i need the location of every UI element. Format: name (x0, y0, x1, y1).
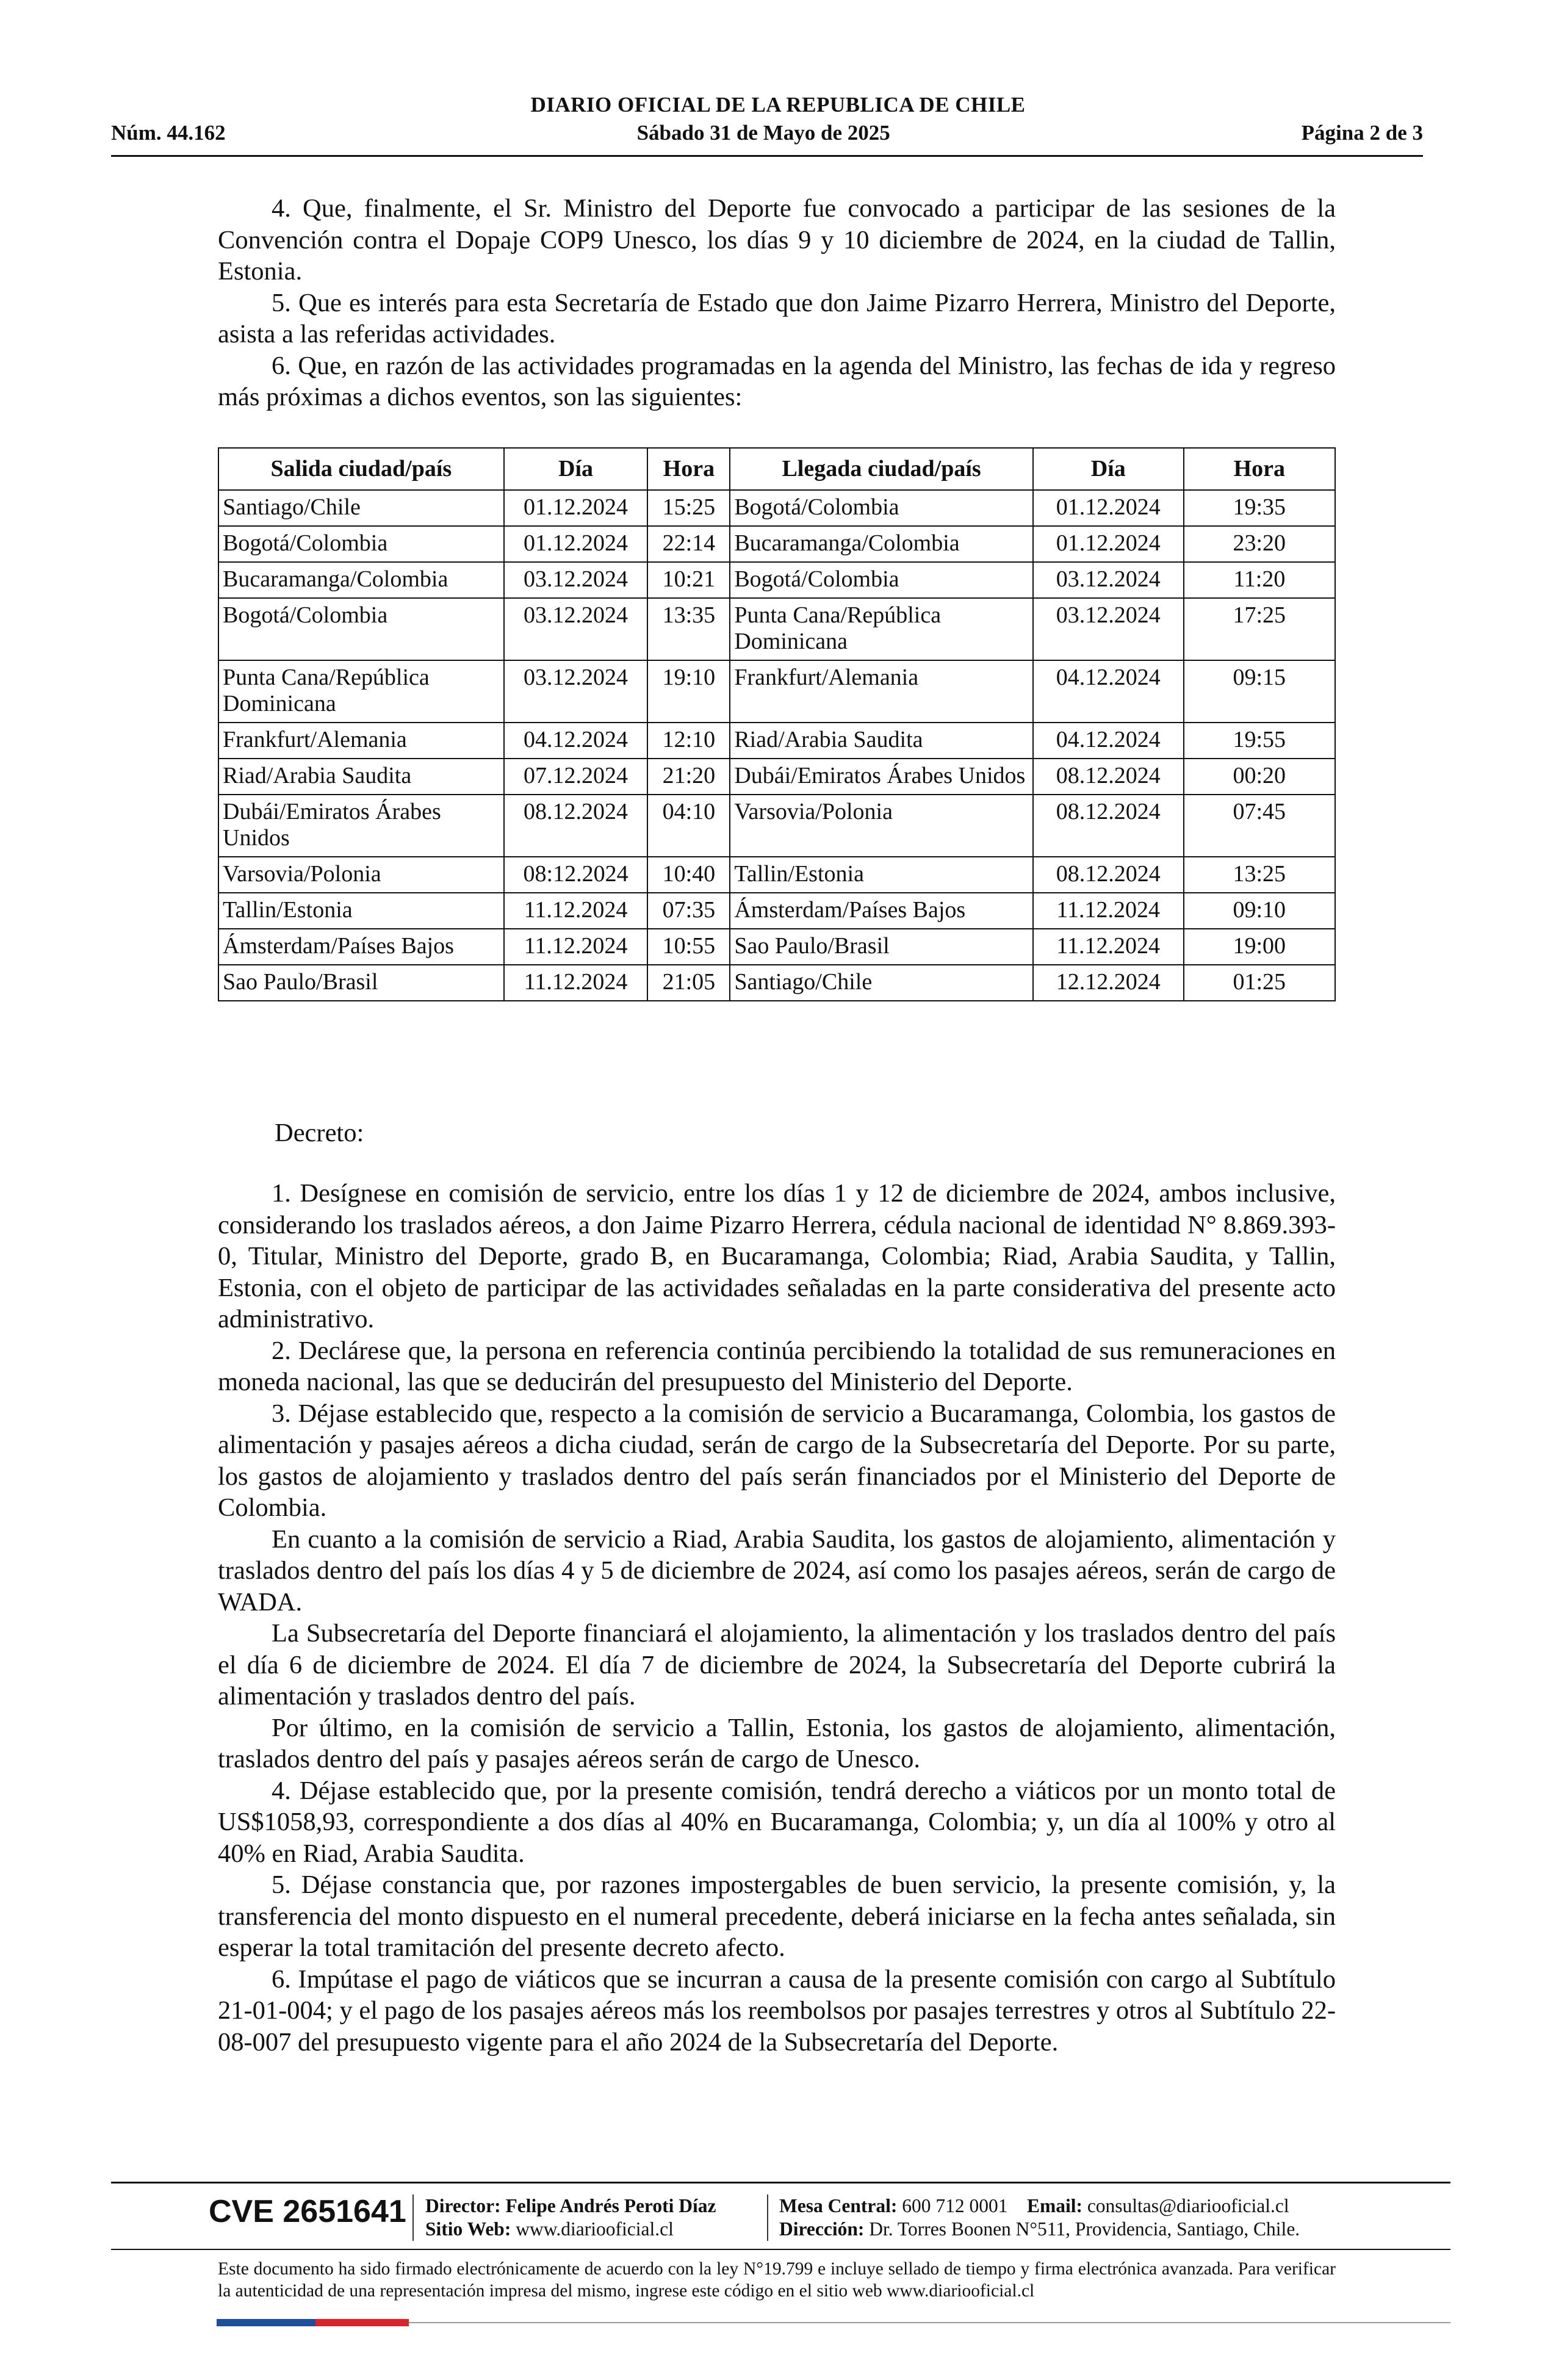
cell-arrival-time: 23:20 (1184, 526, 1335, 562)
cell-departure-time: 10:55 (647, 929, 730, 965)
cell-arrival-day: 08.12.2024 (1033, 857, 1184, 893)
web-label: Sitio Web: (425, 2218, 511, 2240)
cell-departure-city: Bucaramanga/Colombia (218, 562, 504, 598)
footer-separator (767, 2194, 768, 2241)
cell-departure-city: Punta Cana/República Dominicana (218, 660, 504, 723)
cell-departure-time: 21:20 (647, 759, 730, 795)
decreto-item-6: 6. Impútase el pago de viáticos que se incurran a causa de la presente comisión con cargo al Subtítulo 21-01-004; y el pago de los pasajes aéreos más los reembolsos por pasajes terrestres y otros al Subtítulo 22-08-007 del presupuesto vigente para el año 2024 de la Subsecretaría del Deporte. (218, 1964, 1336, 2057)
email-label: Email: (1026, 2195, 1082, 2216)
cell-arrival-time: 19:55 (1184, 723, 1335, 759)
cell-departure-time: 21:05 (647, 965, 730, 1001)
cell-arrival-city: Santiago/Chile (730, 965, 1033, 1001)
cell-departure-day: 11.12.2024 (504, 965, 648, 1001)
flag-stripe-blue (217, 2319, 315, 2326)
decreto-heading: Decreto: (275, 1119, 364, 1147)
cell-arrival-day: 01.12.2024 (1033, 526, 1184, 562)
cell-departure-day: 03.12.2024 (504, 562, 648, 598)
table-row (218, 598, 1335, 660)
decreto-block (218, 1178, 1336, 2058)
cell-departure-day: 01.12.2024 (504, 526, 648, 562)
cell-departure-city: Sao Paulo/Brasil (218, 965, 504, 1001)
cell-arrival-time: 17:25 (1184, 598, 1335, 660)
cell-departure-day: 08.12.2024 (504, 795, 648, 857)
cell-departure-time: 12:10 (647, 723, 730, 759)
flag-stripe-red (315, 2319, 409, 2326)
footer-bottom-divider (409, 2322, 1450, 2323)
cell-departure-city: Santiago/Chile (218, 490, 504, 526)
table-row (218, 857, 1335, 893)
cell-departure-day: 04.12.2024 (504, 723, 648, 759)
cell-departure-day: 11.12.2024 (504, 929, 648, 965)
table-row (218, 929, 1335, 965)
footer-mid-divider (111, 2249, 1450, 2250)
cell-arrival-time: 19:35 (1184, 490, 1335, 526)
header-departure-time: Hora (647, 448, 730, 490)
cell-arrival-city: Frankfurt/Alemania (730, 660, 1033, 723)
cell-arrival-city: Bogotá/Colombia (730, 490, 1033, 526)
table-row (218, 723, 1335, 759)
header-departure-city: Salida ciudad/país (218, 448, 504, 490)
cell-arrival-city: Varsovia/Polonia (730, 795, 1033, 857)
signature-note: Este documento ha sido firmado electrónicamente de acuerdo con la ley N°19.799 e incluye sellado de tiempo y firma electrónica avanzada. Para verificar la autenticidad de una representación impresa del mismo, ingrese este código en el sitio web www.diariooficial.cl (218, 2259, 1336, 2301)
direccion-label: Dirección: (779, 2218, 865, 2240)
cell-arrival-time: 13:25 (1184, 857, 1335, 893)
cell-departure-time: 10:40 (647, 857, 730, 893)
cell-departure-city: Dubái/Emiratos Árabes Unidos (218, 795, 504, 857)
cell-departure-city: Riad/Arabia Saudita (218, 759, 504, 795)
cell-arrival-time: 00:20 (1184, 759, 1335, 795)
table-body (218, 490, 1335, 1001)
decreto-item-1: 1. Desígnese en comisión de servicio, entre los días 1 y 12 de diciembre de 2024, ambos inclusive, considerando los traslados aéreos, a don Jaime Pizarro Herrera, cédula nacional de identidad N° 8.869.393-0, Titular, Ministro del Deporte, grado B, en Bucaramanga, Colombia; Riad, Arabia Saudita, y Tallin, Estonia, con el objeto de participar de las actividades señaladas en la parte considerativa del presente acto administrativo. (218, 1179, 1336, 1333)
cell-arrival-city: Bucaramanga/Colombia (730, 526, 1033, 562)
cell-arrival-city: Punta Cana/República Dominicana (730, 598, 1033, 660)
cell-arrival-day: 08.12.2024 (1033, 759, 1184, 795)
decreto-item-3-riad: En cuanto a la comisión de servicio a Riad, Arabia Saudita, los gastos de alojamiento, alimentación y traslados dentro del país los días 4 y 5 de diciembre de 2024, así como los pasajes aéreos, serán de cargo de WADA. (218, 1524, 1336, 1617)
issue-date: Sábado 31 de Mayo de 2025 (636, 121, 890, 145)
cell-arrival-day: 11.12.2024 (1033, 929, 1184, 965)
table-row (218, 562, 1335, 598)
header-arrival-time: Hora (1184, 448, 1335, 490)
footer-separator (412, 2194, 414, 2241)
cell-arrival-day: 03.12.2024 (1033, 598, 1184, 660)
issue-number: Núm. 44.162 (111, 121, 226, 145)
cell-arrival-city: Dubái/Emiratos Árabes Unidos (730, 759, 1033, 795)
cell-departure-time: 13:35 (647, 598, 730, 660)
cell-departure-city: Frankfurt/Alemania (218, 723, 504, 759)
considerando-5: 5. Que es interés para esta Secretaría de Estado que don Jaime Pizarro Herrera, Ministro del Deporte, asista a las referidas actividades. (218, 288, 1336, 348)
cve-code: CVE 2651641 (209, 2194, 406, 2229)
cell-arrival-city: Tallin/Estonia (730, 857, 1033, 893)
table-row (218, 893, 1335, 929)
decreto-item-3-subsecretaria: La Subsecretaría del Deporte financiará el alojamiento, la alimentación y los traslados dentro del país el día 6 de diciembre de 2024. El día 7 de diciembre de 2024, la Subsecretaría del Deporte cubrirá la alimentación y traslados dentro del país. (218, 1619, 1336, 1711)
cell-departure-city: Bogotá/Colombia (218, 598, 504, 660)
cell-arrival-day: 12.12.2024 (1033, 965, 1184, 1001)
footer-director-block (425, 2194, 716, 2241)
table-row (218, 795, 1335, 857)
table-row (218, 490, 1335, 526)
cell-departure-time: 19:10 (647, 660, 730, 723)
header-row (111, 121, 1423, 145)
cell-departure-city: Varsovia/Polonia (218, 857, 504, 893)
cell-arrival-time: 09:15 (1184, 660, 1335, 723)
cell-arrival-day: 11.12.2024 (1033, 893, 1184, 929)
decreto-item-4: 4. Déjase establecido que, por la presente comisión, tendrá derecho a viáticos por un monto total de US$1058,93, correspondiente a dos días al 40% en Bucaramanga, Colombia; y, un día al 100% y otro al 40% en Riad, Arabia Saudita. (218, 1776, 1336, 1868)
cell-arrival-day: 04.12.2024 (1033, 660, 1184, 723)
web-link[interactable]: www.diariooficial.cl (516, 2218, 674, 2240)
decreto-item-3-tallin: Por último, en la comisión de servicio a Tallin, Estonia, los gastos de alojamiento, alimentación, traslados dentro del país y pasajes aéreos serán de cargo de Unesco. (218, 1713, 1336, 1773)
cell-departure-time: 04:10 (647, 795, 730, 857)
cell-departure-day: 01.12.2024 (504, 490, 648, 526)
director-name: Felipe Andrés Peroti Díaz (505, 2195, 716, 2216)
cell-departure-time: 10:21 (647, 562, 730, 598)
email-link[interactable]: consultas@diariooficial.cl (1087, 2195, 1289, 2216)
table-row (218, 526, 1335, 562)
cell-arrival-time: 19:00 (1184, 929, 1335, 965)
cell-departure-time: 22:14 (647, 526, 730, 562)
footer-contact-block (779, 2194, 1300, 2241)
page-indicator: Página 2 de 3 (1301, 121, 1423, 145)
cell-arrival-city: Sao Paulo/Brasil (730, 929, 1033, 965)
header-divider (111, 155, 1423, 157)
cell-departure-city: Ámsterdam/Países Bajos (218, 929, 504, 965)
cell-departure-city: Tallin/Estonia (218, 893, 504, 929)
cell-arrival-time: 11:20 (1184, 562, 1335, 598)
cell-departure-day: 07.12.2024 (504, 759, 648, 795)
cell-arrival-day: 01.12.2024 (1033, 490, 1184, 526)
considerando-6: 6. Que, en razón de las actividades programadas en la agenda del Ministro, las fechas de ida y regreso más próximas a dichos eventos, son las siguientes: (218, 351, 1336, 411)
cell-departure-day: 03.12.2024 (504, 660, 648, 723)
cell-arrival-day: 04.12.2024 (1033, 723, 1184, 759)
cell-arrival-day: 03.12.2024 (1033, 562, 1184, 598)
cell-arrival-time: 01:25 (1184, 965, 1335, 1001)
mesa-label: Mesa Central: (779, 2195, 898, 2216)
header-arrival-day: Día (1033, 448, 1184, 490)
cell-departure-day: 11.12.2024 (504, 893, 648, 929)
considerando-4: 4. Que, finalmente, el Sr. Ministro del Deporte fue convocado a participar de las sesiones de la Convención contra el Dopaje COP9 Unesco, los días 9 y 10 diciembre de 2024, en la ciudad de Tallin, Estonia. (218, 194, 1336, 286)
considerandos-block (218, 193, 1336, 413)
cell-departure-city: Bogotá/Colombia (218, 526, 504, 562)
header-arrival-city: Llegada ciudad/país (730, 448, 1033, 490)
table-row (218, 660, 1335, 723)
direccion-value: Dr. Torres Boonen N°511, Providencia, Santiago, Chile. (869, 2218, 1300, 2240)
cell-departure-day: 03.12.2024 (504, 598, 648, 660)
cell-arrival-city: Bogotá/Colombia (730, 562, 1033, 598)
decreto-item-5: 5. Déjase constancia que, por razones impostergables de buen servicio, la presente comisión, y, la transferencia del monto dispuesto en el numeral precedente, deberá iniciarse en la fecha antes señalada, sin esperar la total tramitación del presente decreto afecto. (218, 1870, 1336, 1962)
cell-departure-time: 15:25 (647, 490, 730, 526)
cell-arrival-city: Riad/Arabia Saudita (730, 723, 1033, 759)
header-departure-day: Día (504, 448, 648, 490)
cell-arrival-time: 09:10 (1184, 893, 1335, 929)
director-label: Director: (425, 2195, 501, 2216)
mesa-phone: 600 712 0001 (902, 2195, 1008, 2216)
table-row (218, 965, 1335, 1001)
flight-schedule-table (218, 447, 1336, 1001)
decreto-item-2: 2. Declárese que, la persona en referencia continúa percibiendo la totalidad de sus remuneraciones en moneda nacional, las que se deducirán del presupuesto del Ministerio del Deporte. (218, 1336, 1336, 1396)
cell-departure-time: 07:35 (647, 893, 730, 929)
table-row (218, 759, 1335, 795)
decreto-item-3: 3. Déjase establecido que, respecto a la comisión de servicio a Bucaramanga, Colombia, los gastos de alimentación y pasajes aéreos a dicha ciudad, serán de cargo de la Subsecretaría del Deporte. Por su parte, los gastos de alojamiento y traslados dentro del país serán financiados por el Ministerio del Deporte de Colombia. (218, 1399, 1336, 1522)
cell-arrival-city: Ámsterdam/Países Bajos (730, 893, 1033, 929)
newspaper-title: DIARIO OFICIAL DE LA REPUBLICA DE CHILE (530, 93, 1026, 117)
footer-top-divider (111, 2182, 1450, 2183)
cell-arrival-day: 08.12.2024 (1033, 795, 1184, 857)
cell-arrival-time: 07:45 (1184, 795, 1335, 857)
cell-departure-day: 08:12.2024 (504, 857, 648, 893)
table-header-row (218, 448, 1335, 490)
